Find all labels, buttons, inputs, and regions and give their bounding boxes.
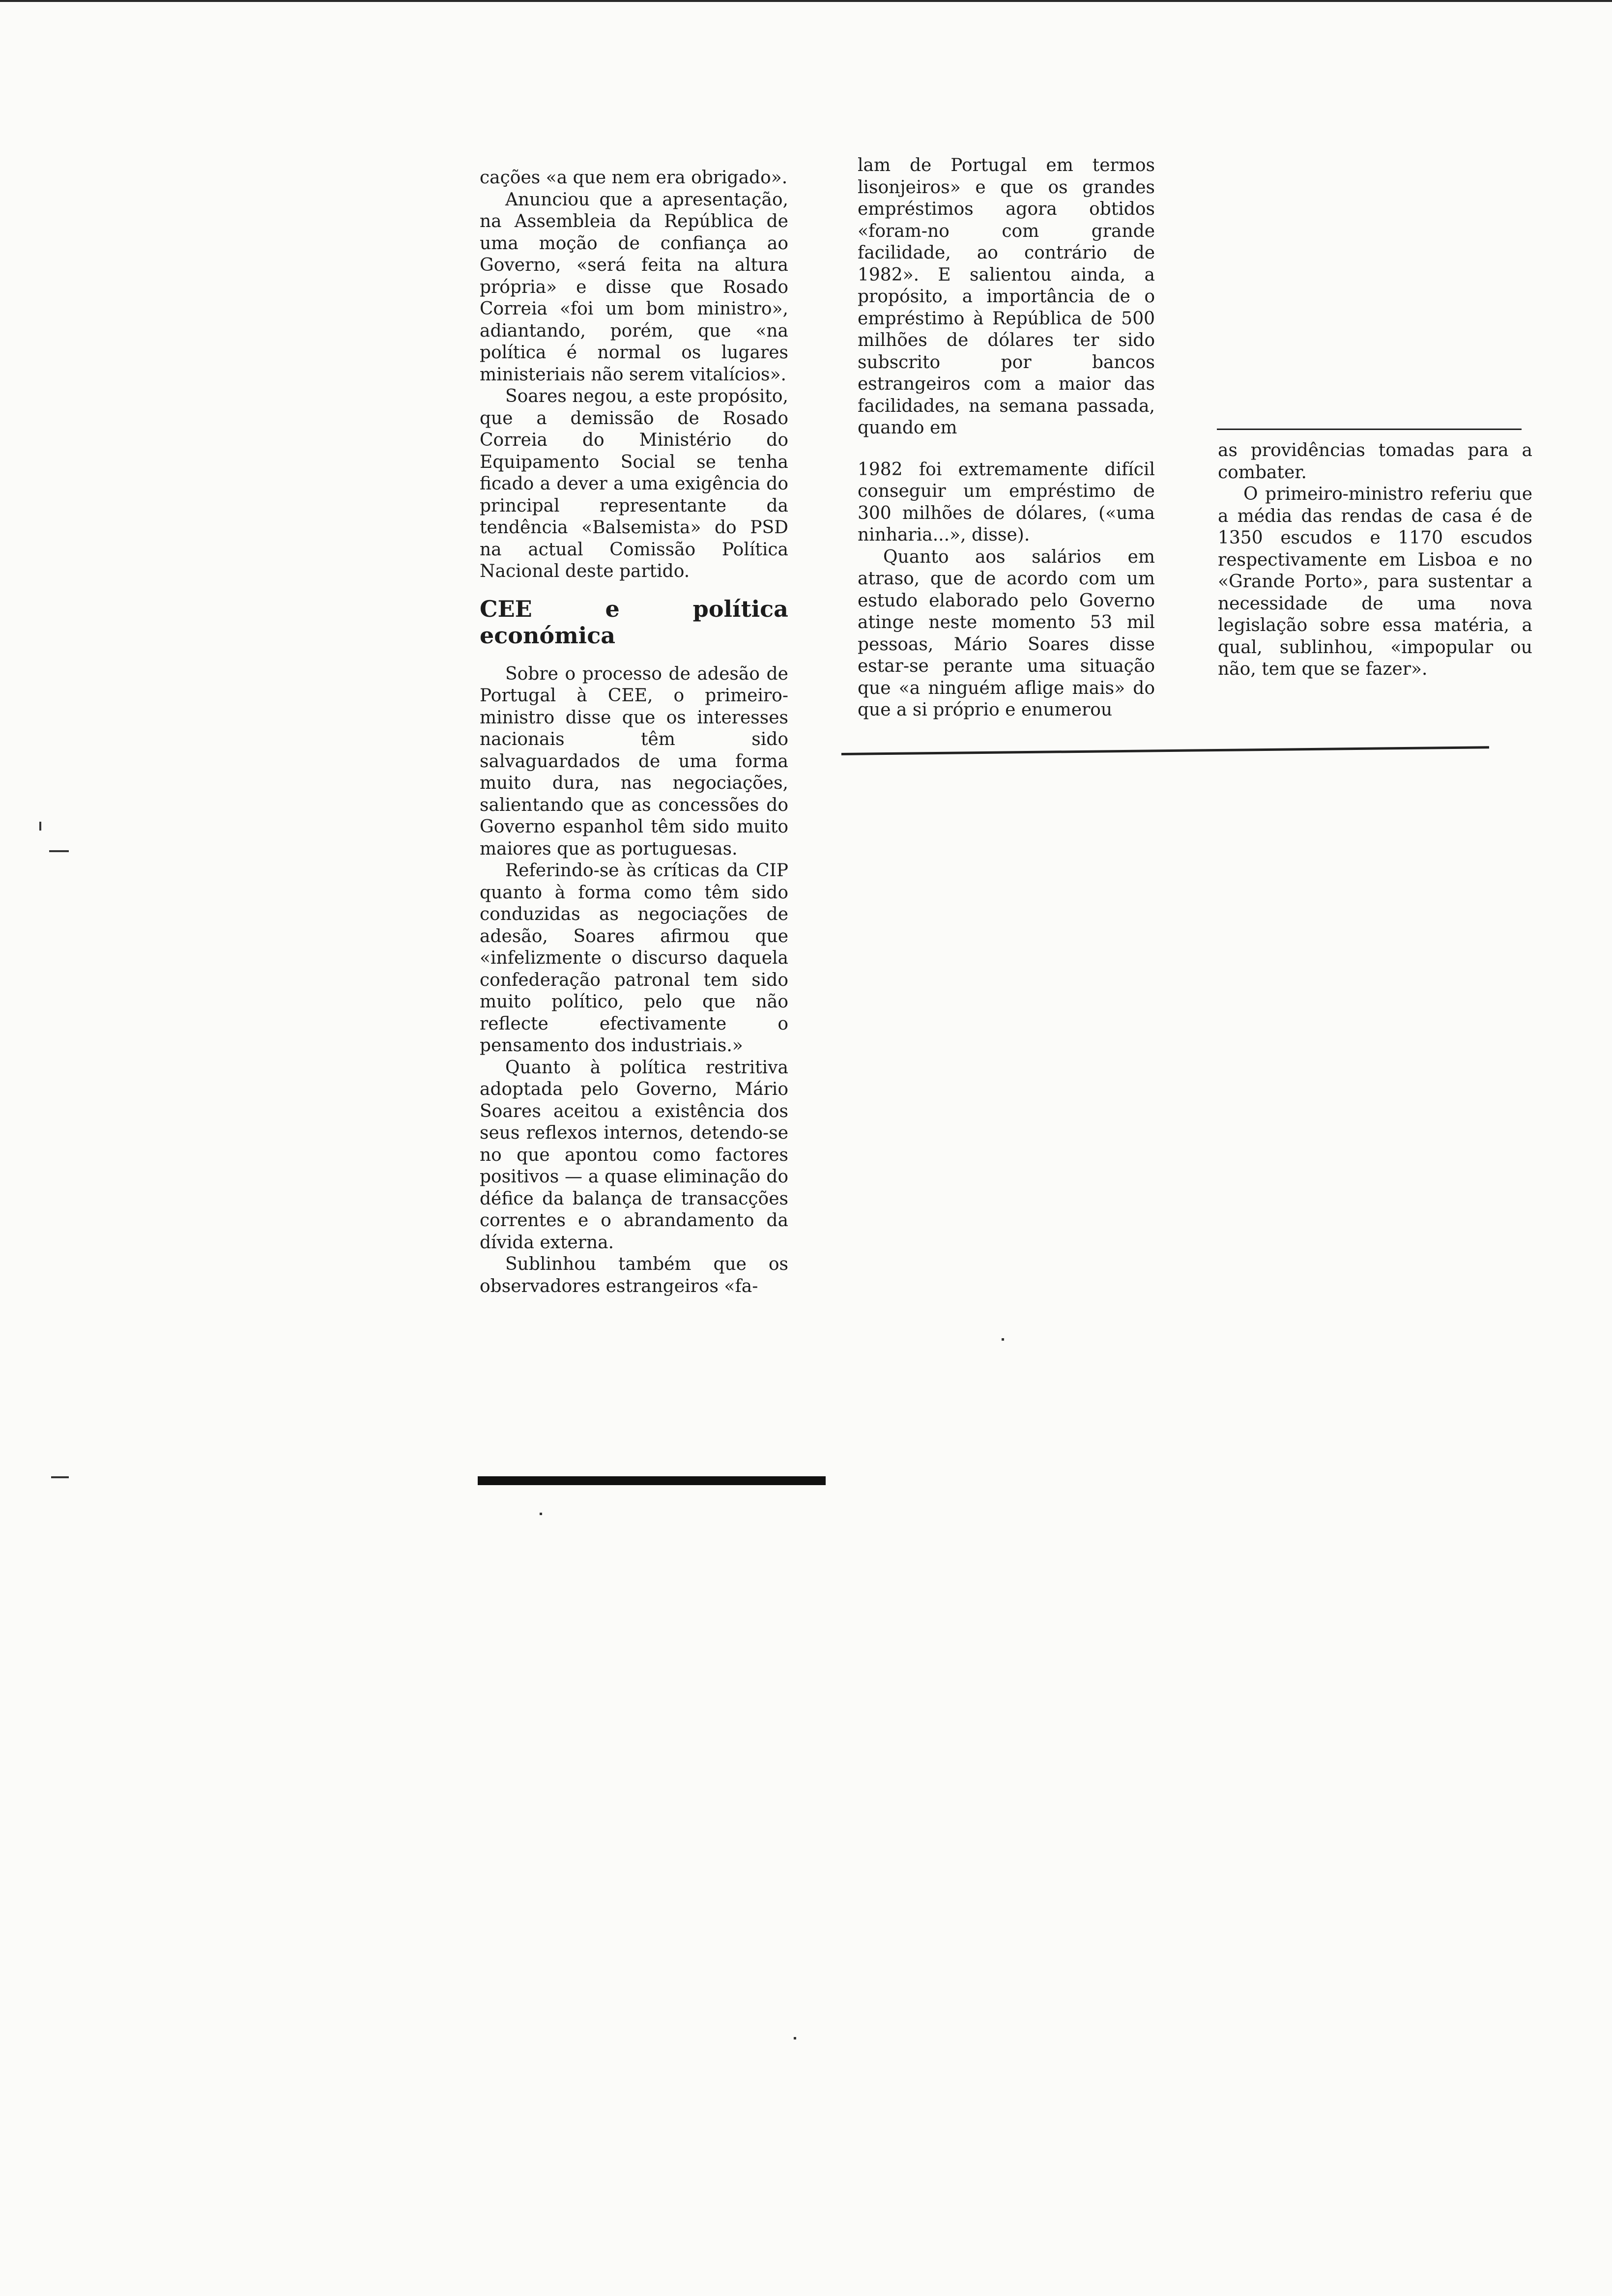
paragraph: Referindo-se às críticas da CIP quanto à forma como têm sido conduzidas as negociações de adesão, Soares afirmou que «infelizmente o discurso daquela confederação patronal tem sido muito político, pelo que não reflecte efectivamente o pensamento dos industriais.» [480,861,788,1056]
article-column-1 [480,167,788,1297]
paragraph: Sobre o processo de adesão de Portugal à CEE, o primeiro-ministro disse que os interesses nacionais têm sido salvaguardados de uma forma muito dura, nas negociações, salientando que as concessões do Governo espanhol têm sido muito maiores que as portuguesas. [480,663,788,859]
paragraph: Anunciou que a apresentação, na Assembleia da República de uma moção de confiança ao Governo, «será feita na altura própria» e disse que Rosado Correia «foi um bom ministro», adiantando, porém, que «na política é normal os lugares ministeriais não serem vitalícios». [480,189,788,385]
scan-speck [51,1476,69,1478]
scan-speck [1002,1338,1004,1341]
paragraph: cações «a que nem era obrigado». [480,168,788,188]
scan-speck [540,1513,542,1515]
paragraph: Sublinhou também que os observadores estrangeiros «fa- [480,1254,788,1296]
subheading: CEE e política económica [480,595,788,649]
scan-speck [49,850,69,852]
paragraph: O primeiro-ministro referiu que a média das rendas de casa é de 1350 escudos e 1170 escudos respectivamente em Lisboa e no «Grande Porto», para sustentar a necessidade de uma nova legislação sobre essa matéria, a qual, sublinhou, «impopular ou não, tem que se fazer». [1218,484,1532,679]
column-end-rule [478,1476,826,1485]
paragraph: 1982 foi extremamente difícil conseguir um empréstimo de 300 milhões de dólares, («uma ninharia...», disse). [858,459,1155,545]
scan-speck [794,2037,796,2039]
scan-speck [39,822,41,831]
article-column-3 [1218,440,1532,681]
paragraph: Soares negou, a este propósito, que a demissão de Rosado Correia do Ministério do Equipamento Social se tenha ficado a dever a uma exigência do principal representante da tendência «Balsemista» do PSD na actual Comissão Política Nacional deste partido. [480,386,788,581]
column-end-rule [841,746,1489,755]
scan-top-edge [0,0,1612,2]
paragraph: as providências tomadas para a combater. [1218,440,1532,483]
article-column-2 [858,155,1155,721]
column-divider [1217,429,1522,430]
paragraph: Quanto à política restritiva adoptada pelo Governo, Mário Soares aceitou a existência dos seus reflexos internos, detendo-se no que apontou como factores positivos — a quase eliminação do défice da balança de transacções correntes e o abrandamento da dívida externa. [480,1057,788,1253]
paragraph: lam de Portugal em termos lisonjeiros» e que os grandes empréstimos agora obtidos «foram-no com grande facilidade, ao contrário de 1982». E salientou ainda, a propósito, a importância de o empréstimo à República de 500 milhões de dólares ter sido subscrito por bancos estrangeiros com a maior das facilidades, na semana passada, quando em [858,155,1155,438]
paragraph: Quanto aos salários em atraso, que de acordo com um estudo elaborado pelo Governo atinge neste momento 53 mil pessoas, Mário Soares disse estar-se perante uma situação que «a ninguém aflige mais» do que a si próprio e enumerou [858,546,1155,720]
